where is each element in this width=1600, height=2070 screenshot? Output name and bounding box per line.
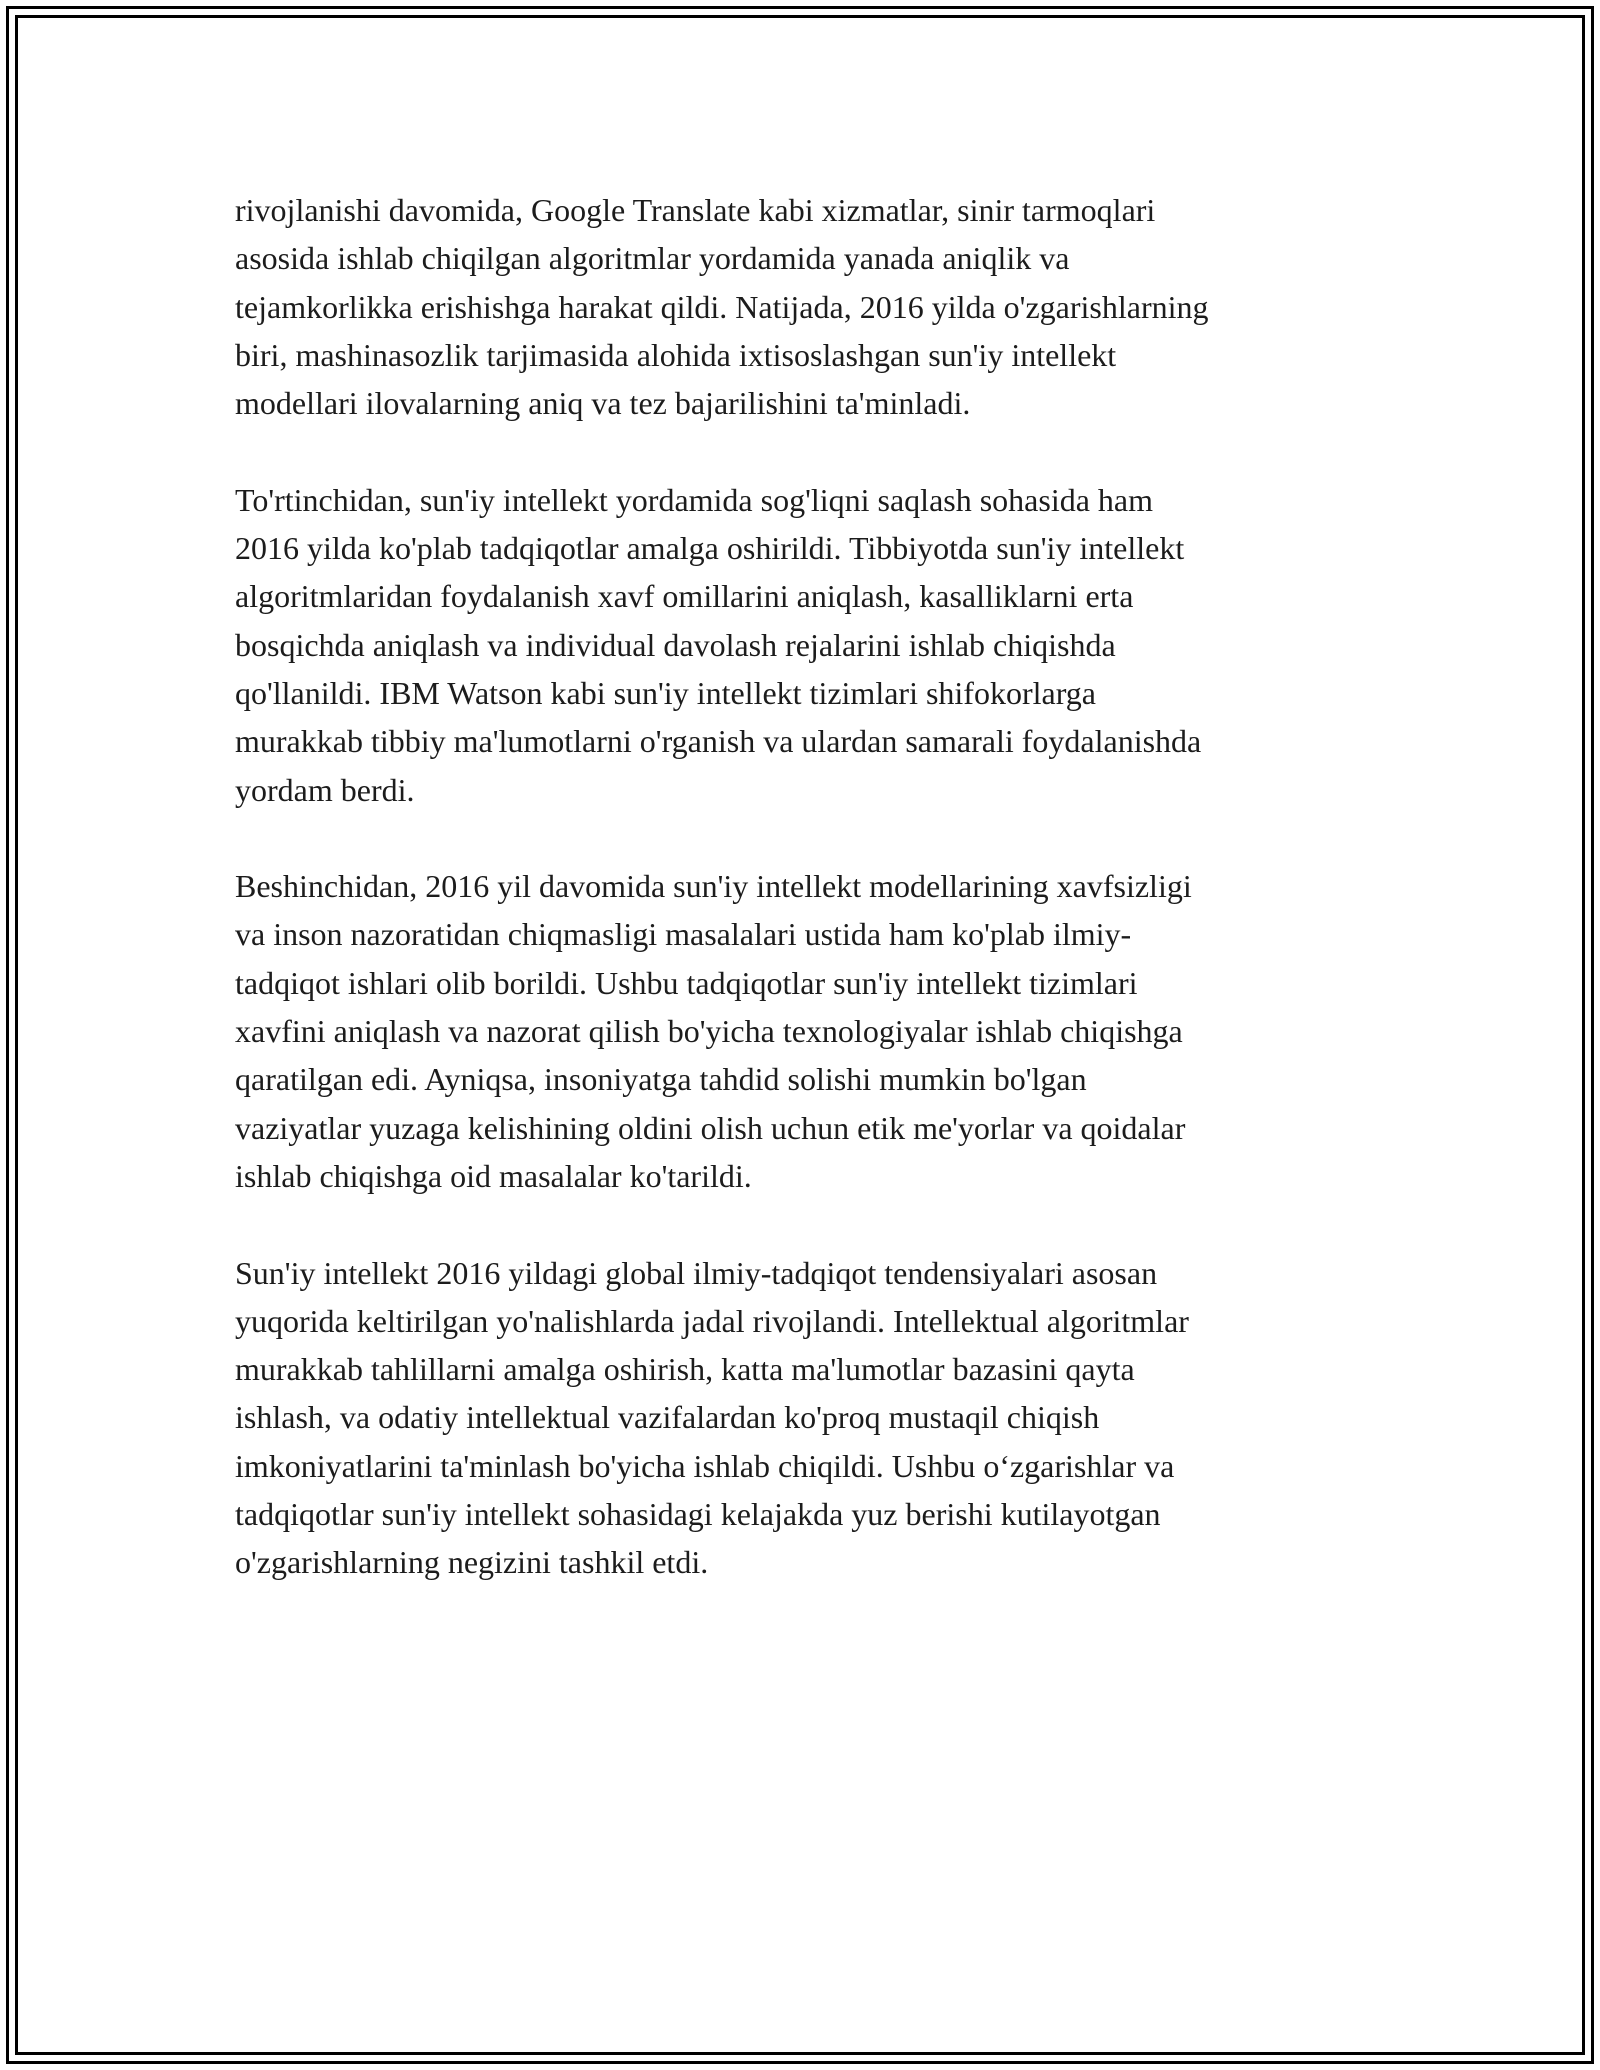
text-line: imkoniyatlarini ta'minlash bo'yicha ishlab chiqildi. Ushbu o‘zgarishlar va — [235, 1447, 1175, 1484]
text-line: va inson nazoratidan chiqmasligi masalalari ustida ham ko'plab ilmiy- — [235, 916, 1132, 953]
text-line: algoritmlaridan foydalanish xavf omillarini aniqlash, kasalliklarni erta — [235, 578, 1134, 615]
text-line: To'rtinchidan, sun'iy intellekt yordamida sog'liqni saqlash sohasida ham — [235, 481, 1154, 518]
text-line: tadqiqotlar sun'iy intellekt sohasidagi kelajakda yuz berishi kutilayotgan — [235, 1496, 1161, 1533]
text-line: Beshinchidan, 2016 yil davomida sun'iy intellekt modellarining xavfsizligi — [235, 868, 1192, 905]
text-line: murakkab tahlillarni amalga oshirish, katta ma'lumotlar bazasini qayta — [235, 1351, 1135, 1388]
text-line: ishlab chiqishga oid masalalar ko'tarildi. — [235, 1157, 752, 1194]
text-line: tejamkorlikka erishishga harakat qildi. Natijada, 2016 yilda o'zgarishlarning — [235, 288, 1209, 325]
text-line: murakkab tibbiy ma'lumotlarni o'rganish va ulardan samarali foydalanishda — [235, 723, 1202, 760]
paragraph — [235, 862, 1365, 1200]
document-body — [235, 186, 1365, 1635]
text-line: Sun'iy intellekt 2016 yildagi global ilmiy-tadqiqot tendensiyalari asosan — [235, 1254, 1158, 1291]
text-line: qo'llanildi. IBM Watson kabi sun'iy intellekt tizimlari shifokorlarga — [235, 674, 1096, 711]
text-line: 2016 yilda ko'plab tadqiqotlar amalga oshirildi. Tibbiyotda sun'iy intellekt — [235, 530, 1185, 567]
text-line: asosida ishlab chiqilgan algoritmlar yordamida yanada aniqlik va — [235, 240, 1070, 277]
text-line: yordam berdi. — [235, 771, 415, 808]
paragraph — [235, 186, 1365, 427]
text-line: xavfini aniqlash va nazorat qilish bo'yicha texnologiyalar ishlab chiqishga — [235, 1013, 1183, 1050]
text-line: qaratilgan edi. Ayniqsa, insoniyatga tahdid solishi mumkin bo'lgan — [235, 1061, 1087, 1098]
text-line: biri, mashinasozlik tarjimasida alohida ixtisoslashgan sun'iy intellekt — [235, 336, 1117, 373]
text-line: rivojlanishi davomida, Google Translate kabi xizmatlar, sinir tarmoqlari — [235, 192, 1156, 228]
text-line: o'zgarishlarning negizini tashkil etdi. — [235, 1544, 709, 1581]
text-line: modellari ilovalarning aniq va tez bajarilishini ta'minladi. — [235, 385, 971, 422]
text-line: ishlash, va odatiy intellektual vazifalardan ko'proq mustaqil chiqish — [235, 1399, 1100, 1436]
paragraph — [235, 476, 1365, 814]
text-line: yuqorida keltirilgan yo'nalishlarda jadal rivojlandi. Intellektual algoritmlar — [235, 1302, 1189, 1339]
text-line: vaziyatlar yuzaga kelishining oldini olish uchun etik me'yorlar va qoidalar — [235, 1109, 1186, 1146]
paragraph — [235, 1249, 1365, 1587]
text-line: tadqiqot ishlari olib borildi. Ushbu tadqiqotlar sun'iy intellekt tizimlari — [235, 964, 1138, 1001]
text-line: bosqichda aniqlash va individual davolash rejalarini ishlab chiqishda — [235, 626, 1116, 663]
